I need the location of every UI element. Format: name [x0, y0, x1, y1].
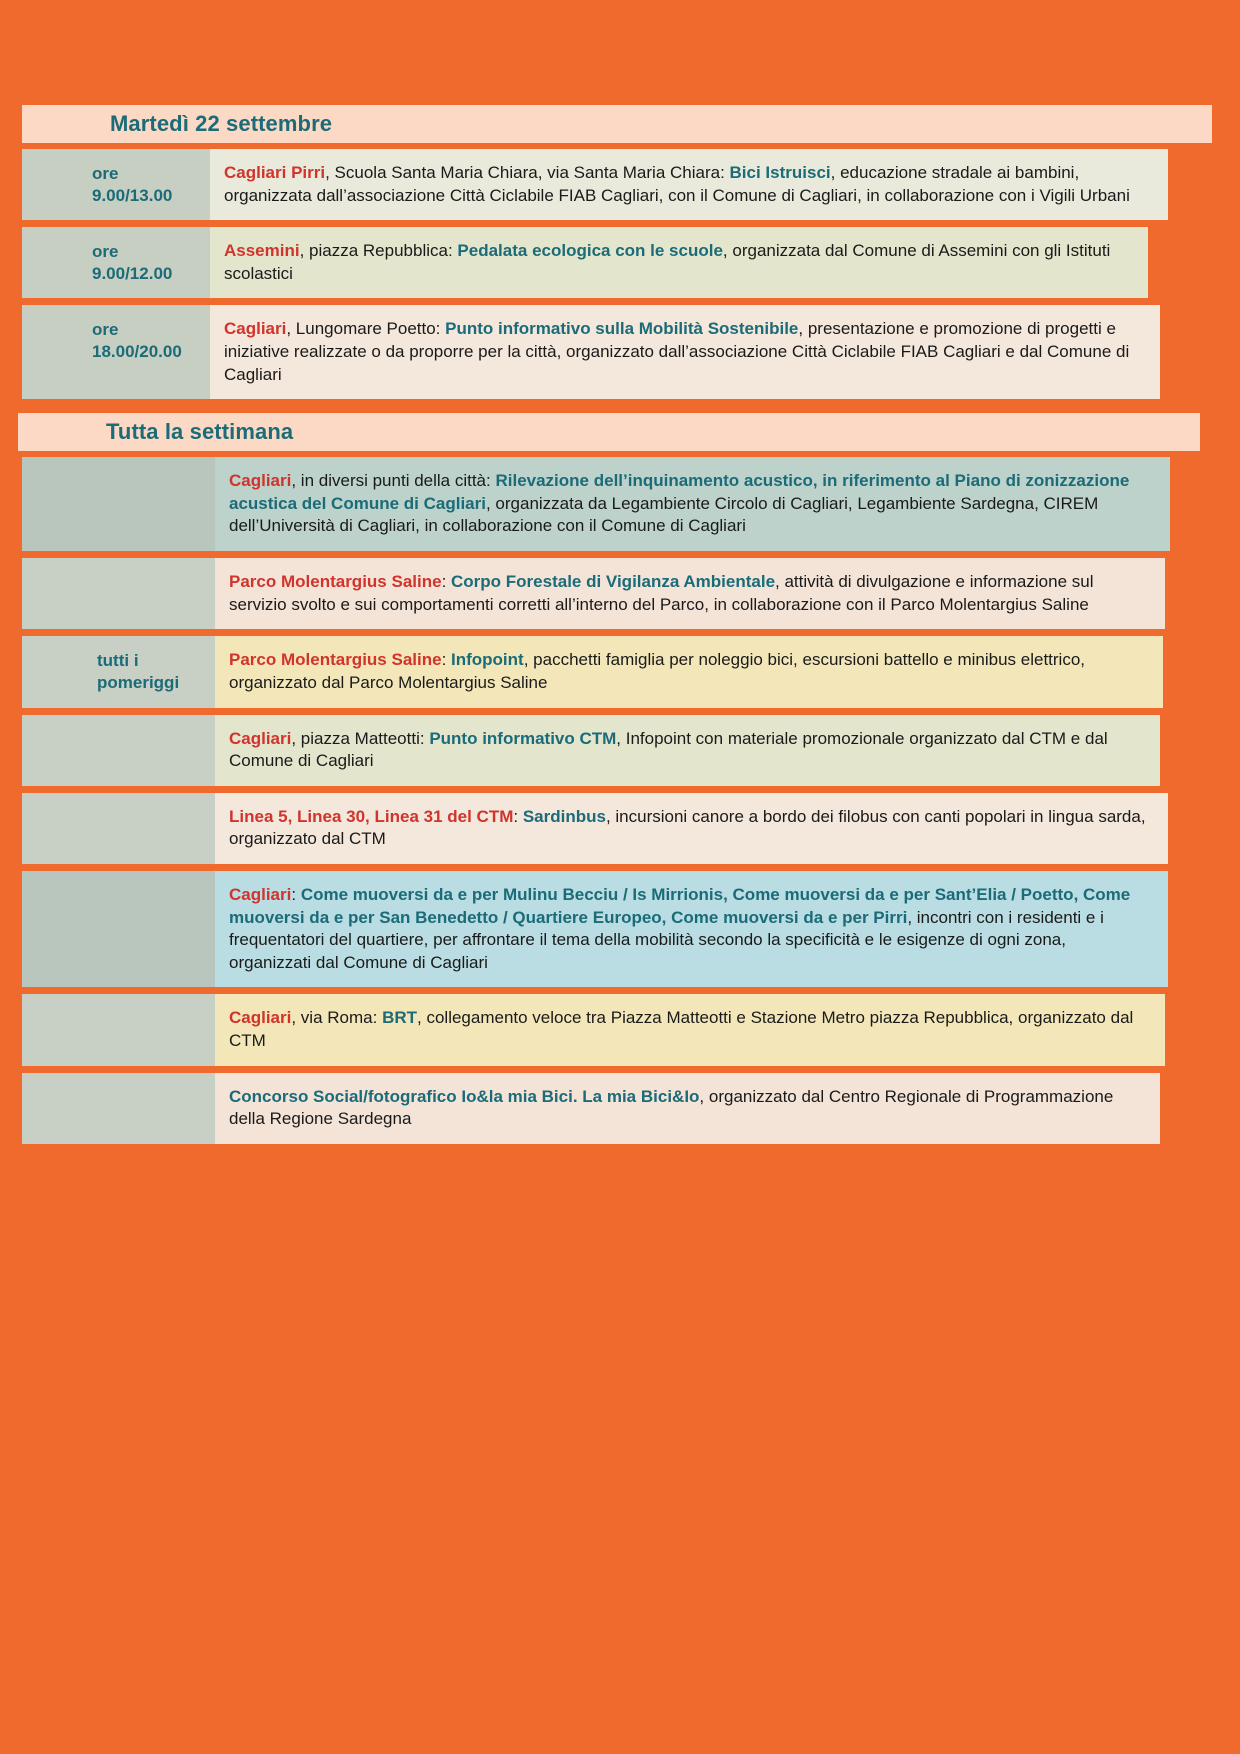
row-time: [22, 227, 210, 298]
highlight-event: Pedalata ecologica con le scuole: [457, 241, 723, 261]
row-description: [215, 793, 1168, 864]
row-time-line: pomeriggi: [97, 673, 180, 693]
description-text: , attività di divulgazione e informazione sul servizio svolto e sui comportamenti corretti all’interno del Parco, in collaborazione con il Parco Molentargius Saline: [229, 572, 1094, 614]
description-text: :: [441, 650, 452, 670]
section-header: [22, 105, 1212, 143]
description-text: , piazza Matteotti:: [291, 728, 430, 748]
row-time-line: ore: [92, 164, 119, 183]
highlight-location: Cagliari Pirri: [224, 163, 326, 182]
highlight-event: Punto informativo sulla Mobilità Sostenibile: [445, 319, 799, 339]
highlight-event: Sardinbus: [522, 806, 606, 826]
description-text: , collegamento veloce tra Piazza Matteotti e Stazione Metro piazza Repubblica, organizzato dal CTM: [229, 1008, 1134, 1051]
row-time-line: 9.00/12.00: [92, 263, 173, 283]
row-time-line: ore: [92, 242, 119, 262]
schedule-row: [70, 149, 1168, 220]
row-description: [210, 227, 1148, 298]
description-text: :: [513, 806, 523, 826]
description-text: , presentazione e promozione di progetti e iniziative realizzate o da proporre per la città, organizzato dall’associazione Città Ciclabile FIAB Cagliari e dal Comune di Cagliari: [224, 319, 1130, 384]
highlight-event: Corpo Forestale di Vigilanza Ambientale: [451, 572, 776, 592]
highlight-location: Cagliari: [229, 1008, 292, 1028]
schedule-row: [70, 305, 1160, 399]
description-text: :: [441, 572, 452, 592]
highlight-location: Cagliari: [229, 728, 292, 748]
description-text: , in diversi punti della città:: [291, 471, 496, 491]
schedule-row: [75, 457, 1170, 551]
row-description: [210, 149, 1168, 220]
highlight-location: Parco Molentargius Saline: [229, 650, 442, 670]
row-time: [22, 636, 215, 707]
schedule-row: [75, 558, 1165, 629]
description-text: , Infopoint con materiale promozionale organizzato dal CTM e dal Comune di Cagliari: [229, 728, 1108, 771]
description-text: , incursioni canore a bordo dei filobus con canti popolari in lingua sarda, organizzato dal CTM: [229, 806, 1146, 849]
schedule-row: [75, 636, 1163, 707]
highlight-location: Cagliari: [229, 471, 292, 491]
highlight-event: Concorso Social/fotografico Io&la mia Bici. La mia Bici&Io: [229, 1086, 700, 1106]
description-text: , incontri con i residenti e i frequentatori del quartiere, per affrontare il tema della mobilità secondo la specificità e le esigenze di ogni zona, organizzati dal Comune di Cagliari: [229, 907, 1104, 972]
schedule-row: [75, 871, 1168, 987]
highlight-location: Assemini: [224, 241, 300, 261]
row-description: [215, 715, 1160, 786]
highlight-location: Cagliari: [229, 884, 292, 904]
description-text: , organizzata da Legambiente Circolo di Cagliari, Legambiente Sardegna, CIREM dell’Università di Cagliari, in collaborazione con il Comune di Cagliari: [229, 493, 1099, 536]
highlight-event: Punto informativo CTM: [429, 728, 617, 748]
row-time: [22, 994, 215, 1065]
highlight-event: Rilevazione dell’inquinamento acustico, in riferimento al Piano di zonizzazione acustica del Comune di Cagliari: [229, 471, 1130, 513]
description-text: , organizzata dal Comune di Assemini con gli Istituti scolastici: [224, 241, 1111, 283]
description-text: , Lungomare Poetto:: [286, 319, 446, 339]
highlight-event: BRT: [382, 1008, 418, 1028]
description-text: , piazza Repubblica:: [299, 241, 458, 261]
section-title: Martedì 22 settembre: [110, 111, 333, 136]
row-time-line: tutti i: [97, 651, 139, 671]
row-description: [215, 994, 1165, 1065]
description-text: , organizzato dal Centro Regionale di Programmazione della Regione Sardegna: [229, 1086, 1114, 1129]
schedule-row: [70, 227, 1148, 298]
row-time: [22, 558, 215, 629]
schedule-row: [75, 1073, 1160, 1144]
row-time-line: 18.00/20.00: [92, 342, 182, 362]
row-time: [22, 305, 210, 399]
highlight-location: Parco Molentargius Saline: [229, 572, 442, 592]
row-time: [22, 1073, 215, 1144]
highlight-location: Linea 5, Linea 30, Linea 31 del CTM: [229, 806, 514, 826]
schedule-row: [75, 715, 1160, 786]
row-time: [22, 457, 215, 551]
row-time: [22, 793, 215, 864]
row-description: [215, 636, 1163, 707]
highlight-location: Cagliari: [224, 319, 287, 339]
schedule-row: [75, 994, 1165, 1065]
description-text: , Scuola Santa Maria Chiara, via Santa Maria Chiara:: [325, 163, 730, 182]
section-header: [18, 413, 1200, 451]
section-title: Tutta la settimana: [106, 419, 294, 445]
description-text: , educazione stradale ai bambini, organizzata dall’associazione Città Ciclabile FIAB Cagliari, con il Comune di Cagliari, in collaborazione con i Vigili Urbani: [224, 163, 1130, 205]
row-time: [22, 871, 215, 987]
row-description: [215, 457, 1170, 551]
row-time-line: ore: [92, 320, 119, 340]
row-description: [215, 558, 1165, 629]
highlight-event: Infopoint: [451, 650, 524, 670]
row-time-line: 9.00/13.00: [92, 185, 173, 205]
highlight-event: Come muoversi da e per Mulinu Becciu / Is Mirrionis, Come muoversi da e per Sant’Elia / Poetto, Come muoversi da e per San Benedetto / Quartiere Europeo, Come muoversi da e per Pirri: [229, 884, 1131, 927]
row-time: [22, 715, 215, 786]
row-description: [210, 305, 1160, 399]
schedule-row: [75, 793, 1168, 864]
row-description: [215, 871, 1168, 987]
description-text: :: [291, 884, 301, 904]
row-time: [22, 149, 210, 220]
description-text: , pacchetti famiglia per noleggio bici, escursioni battello e minibus elettrico, organizzato dal Parco Molentargius Saline: [229, 650, 1086, 692]
row-description: [215, 1073, 1160, 1144]
highlight-event: Bici Istruisci: [729, 163, 831, 182]
description-text: , via Roma:: [291, 1008, 383, 1028]
